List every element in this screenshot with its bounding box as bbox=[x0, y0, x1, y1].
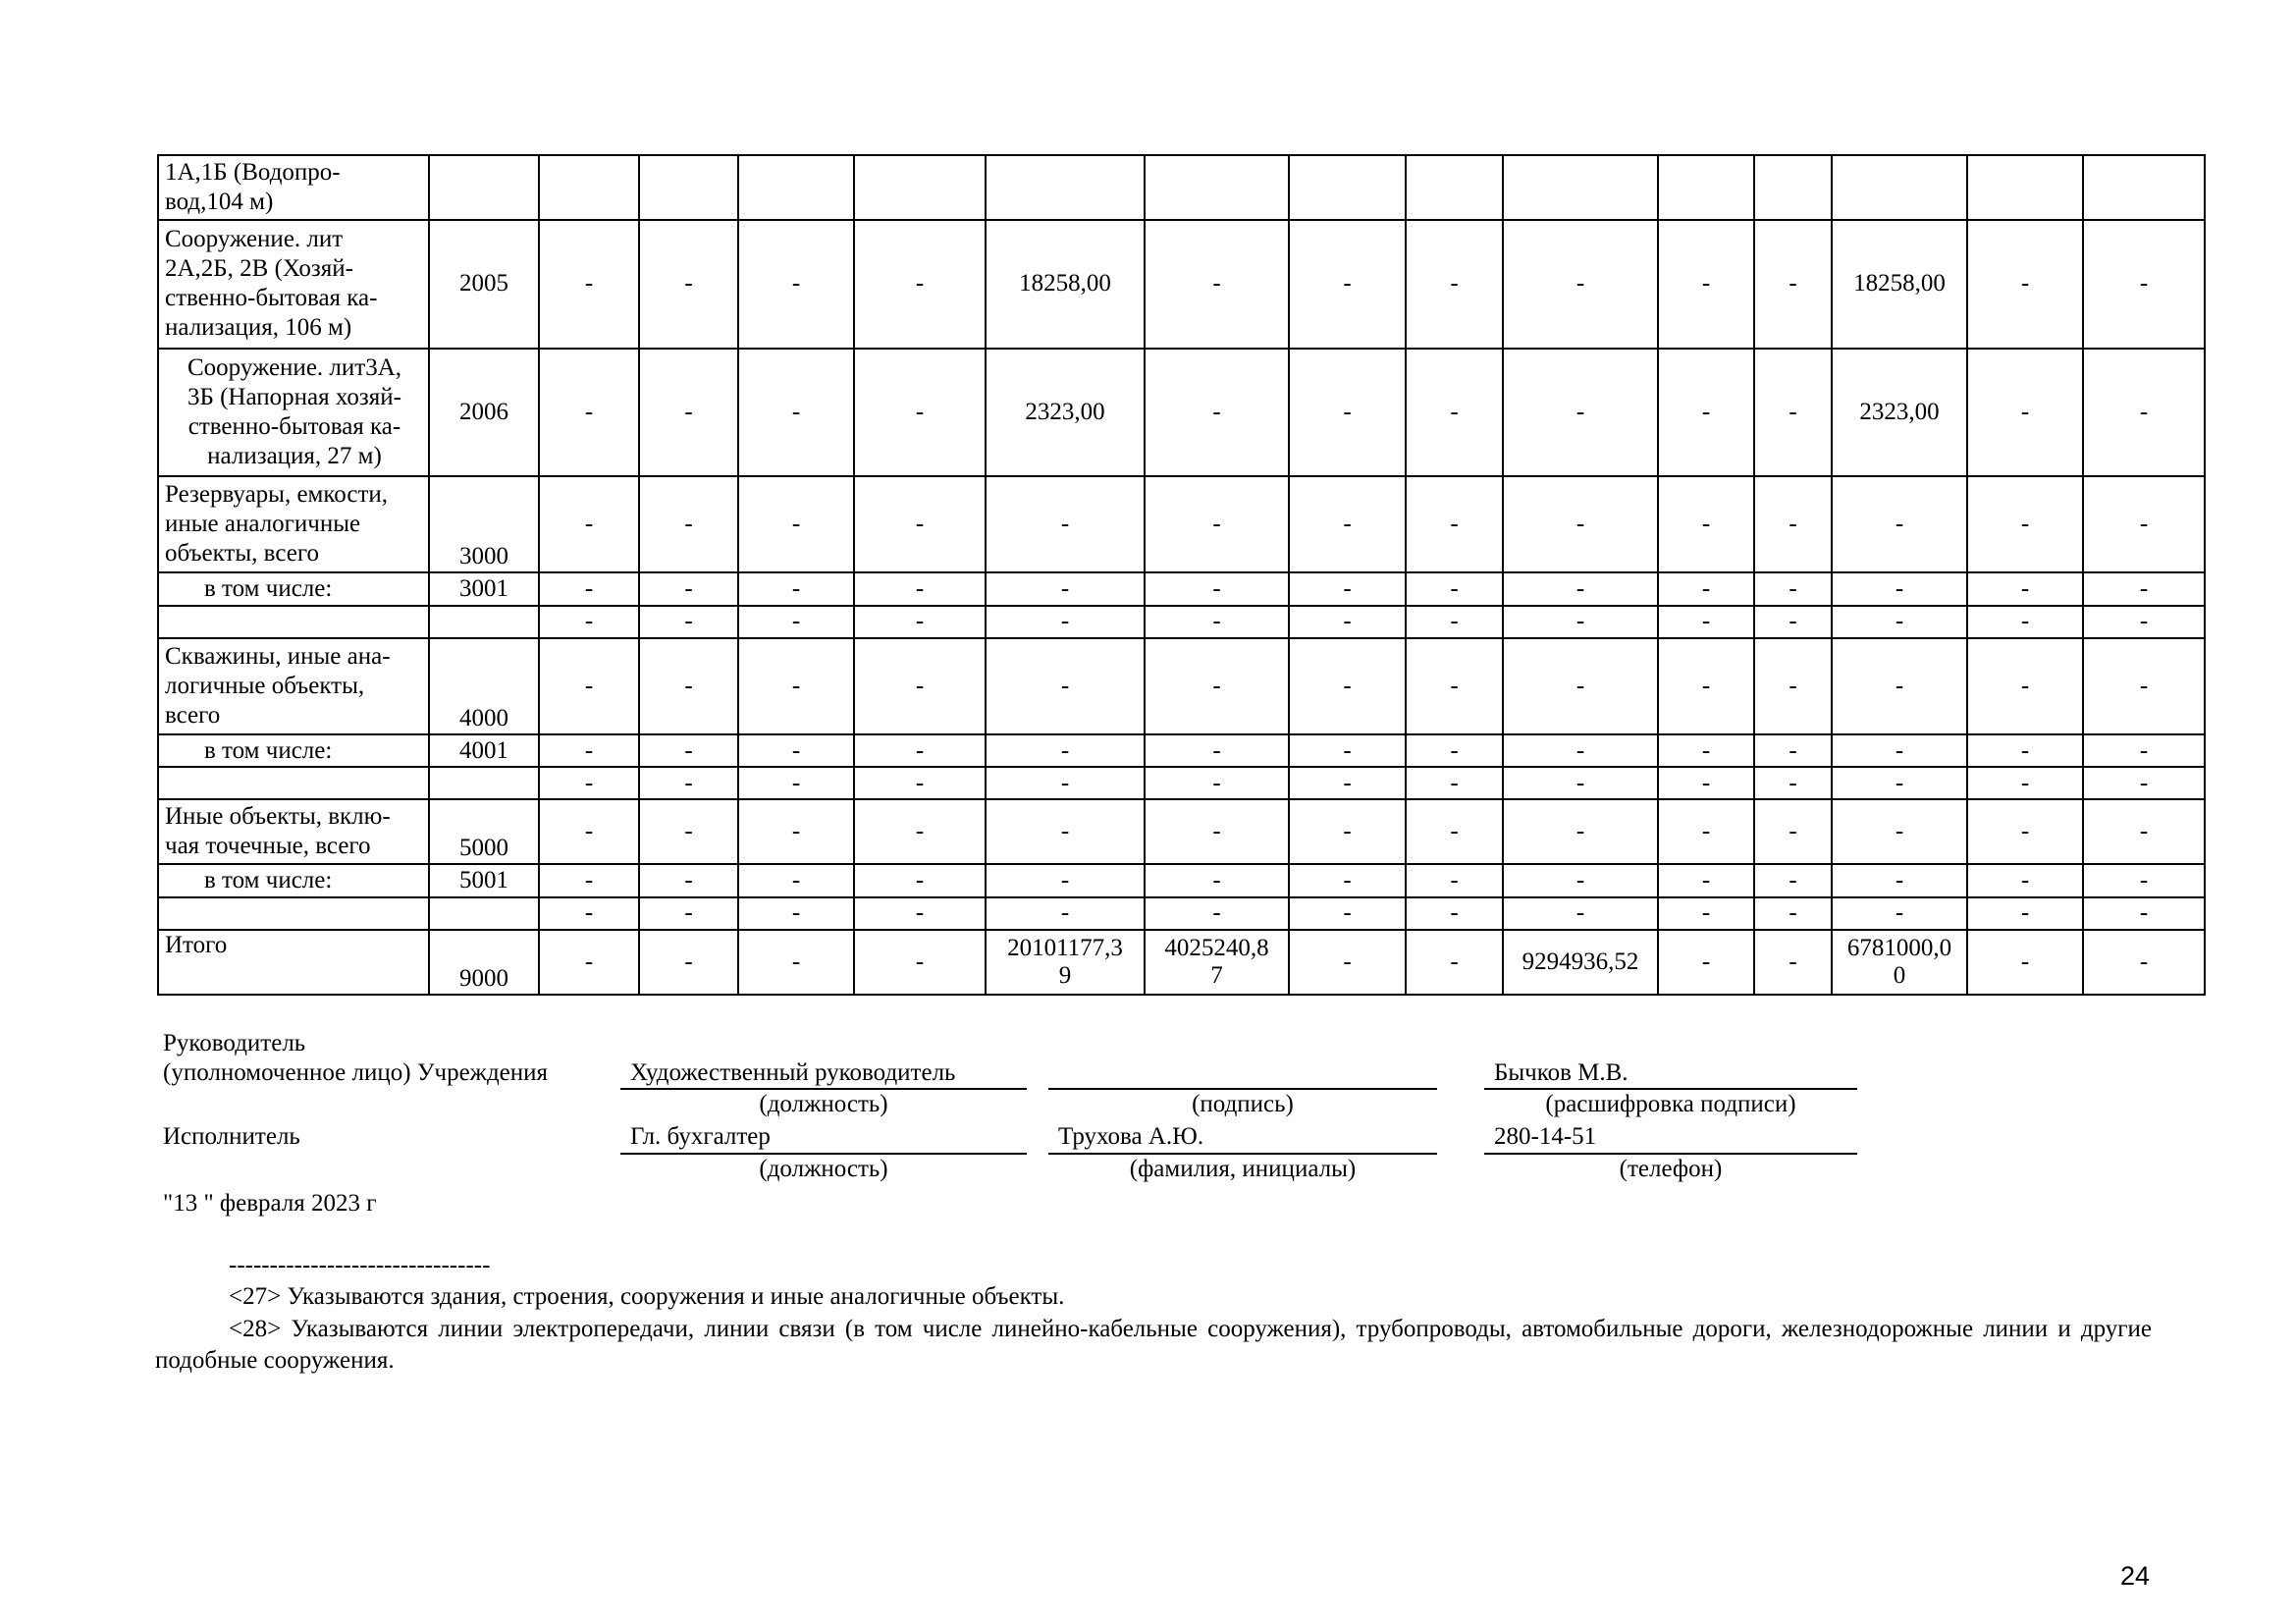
value-cell: - bbox=[639, 930, 738, 995]
value-cell: - bbox=[639, 864, 738, 896]
value-cell: - bbox=[854, 349, 986, 476]
value-cell: - bbox=[1967, 864, 2083, 896]
value-cell: - bbox=[1145, 864, 1289, 896]
row-code-cell: 9000 bbox=[429, 930, 539, 995]
row-code-cell: 5001 bbox=[429, 864, 539, 896]
value-cell: - bbox=[1967, 220, 2083, 348]
value-cell: - bbox=[1503, 220, 1658, 348]
value-cell: - bbox=[986, 864, 1145, 896]
value-cell: - bbox=[2083, 767, 2205, 799]
value-cell: 18258,00 bbox=[986, 220, 1145, 348]
value-cell: - bbox=[1289, 476, 1406, 572]
value-cell: - bbox=[854, 606, 986, 638]
value-cell: - bbox=[1145, 767, 1289, 799]
table-row bbox=[158, 349, 2205, 476]
row-code-cell bbox=[429, 767, 539, 799]
value-cell: - bbox=[738, 606, 854, 638]
value-cell: - bbox=[1658, 638, 1754, 734]
value-cell: - bbox=[738, 638, 854, 734]
value-cell: - bbox=[738, 897, 854, 930]
table-row bbox=[158, 864, 2205, 896]
value-cell: - bbox=[1289, 930, 1406, 995]
value-cell: - bbox=[1832, 734, 1967, 767]
value-cell: - bbox=[1754, 638, 1832, 734]
value-cell bbox=[1503, 155, 1658, 220]
value-cell: - bbox=[539, 864, 639, 896]
value-cell: - bbox=[1503, 572, 1658, 605]
value-cell bbox=[1406, 155, 1503, 220]
value-cell: - bbox=[2083, 734, 2205, 767]
value-cell: - bbox=[1145, 897, 1289, 930]
value-cell: - bbox=[539, 572, 639, 605]
value-cell: - bbox=[1145, 606, 1289, 638]
value-cell: - bbox=[1967, 897, 2083, 930]
value-cell: - bbox=[1289, 799, 1406, 864]
value-cell: - bbox=[1832, 897, 1967, 930]
row-name-cell bbox=[158, 606, 429, 638]
value-cell: - bbox=[986, 897, 1145, 930]
caption-decoding: (расшифровка подписи) bbox=[1545, 1091, 1796, 1117]
value-cell: - bbox=[1658, 930, 1754, 995]
row-name-cell: в том числе: bbox=[158, 864, 429, 896]
value-cell: - bbox=[1967, 734, 2083, 767]
value-cell: - bbox=[1967, 799, 2083, 864]
executor-phone: 280-14-51 bbox=[1494, 1123, 1597, 1150]
value-cell: - bbox=[1967, 349, 2083, 476]
value-cell: - bbox=[539, 638, 639, 734]
value-cell: - bbox=[1503, 476, 1658, 572]
table-row bbox=[158, 572, 2205, 605]
value-cell: - bbox=[1754, 606, 1832, 638]
footnote-28: <28> Указываются линии электропередачи, линии связи (в том числе линейно-кабельные сооружения), трубопроводы, автомобильные дороги, железнодорожные линии и другие подобные сооружения. bbox=[155, 1316, 2152, 1374]
value-cell: - bbox=[986, 767, 1145, 799]
executor-name: Трухова А.Ю. bbox=[1058, 1123, 1204, 1150]
value-cell: - bbox=[854, 638, 986, 734]
row-name-cell: Сооружение. лит 2А,2Б, 2В (Хозяй- ственно-бытовая ка- нализация, 106 м) bbox=[158, 220, 429, 348]
value-cell: - bbox=[1145, 734, 1289, 767]
value-cell: - bbox=[1658, 864, 1754, 896]
value-cell: - bbox=[1406, 767, 1503, 799]
value-cell: - bbox=[639, 638, 738, 734]
executor-position: Гл. бухгалтер bbox=[630, 1123, 771, 1150]
value-cell: - bbox=[1145, 220, 1289, 348]
value-cell: - bbox=[639, 767, 738, 799]
page-number: 24 bbox=[2120, 1561, 2151, 1591]
table-row bbox=[158, 897, 2205, 930]
row-code-cell: 3000 bbox=[429, 476, 539, 572]
value-cell: - bbox=[1289, 767, 1406, 799]
value-cell: - bbox=[1289, 897, 1406, 930]
value-cell: - bbox=[1406, 220, 1503, 348]
value-cell: 20101177,3 9 bbox=[986, 930, 1145, 995]
value-cell: - bbox=[854, 572, 986, 605]
value-cell: - bbox=[1145, 638, 1289, 734]
head-position: Художественный руководитель bbox=[630, 1059, 956, 1086]
value-cell: - bbox=[539, 734, 639, 767]
value-cell: - bbox=[1406, 734, 1503, 767]
caption-position: (должность) bbox=[759, 1091, 888, 1117]
row-name-cell: Сооружение. лит3А, 3Б (Напорная хозяй- ственно-бытовая ка- нализация, 27 м) bbox=[158, 349, 429, 476]
report-table bbox=[157, 154, 2206, 996]
value-cell: - bbox=[2083, 864, 2205, 896]
value-cell: - bbox=[1503, 864, 1658, 896]
value-cell: - bbox=[1289, 220, 1406, 348]
value-cell: - bbox=[1145, 799, 1289, 864]
value-cell bbox=[539, 155, 639, 220]
value-cell: - bbox=[1503, 897, 1658, 930]
row-name-cell: 1А,1Б (Водопро- вод,104 м) bbox=[158, 155, 429, 220]
value-cell: - bbox=[1832, 799, 1967, 864]
value-cell: 2323,00 bbox=[1832, 349, 1967, 476]
row-code-cell bbox=[429, 606, 539, 638]
value-cell bbox=[854, 155, 986, 220]
value-cell: - bbox=[2083, 476, 2205, 572]
value-cell: - bbox=[1754, 220, 1832, 348]
value-cell: - bbox=[1503, 606, 1658, 638]
value-cell bbox=[738, 155, 854, 220]
value-cell: - bbox=[639, 349, 738, 476]
value-cell: - bbox=[1754, 930, 1832, 995]
value-cell: - bbox=[1658, 767, 1754, 799]
value-cell: - bbox=[539, 930, 639, 995]
value-cell: - bbox=[1289, 734, 1406, 767]
value-cell: - bbox=[1832, 476, 1967, 572]
value-cell: - bbox=[1406, 930, 1503, 995]
value-cell: - bbox=[2083, 930, 2205, 995]
value-cell: - bbox=[854, 897, 986, 930]
value-cell: - bbox=[1406, 606, 1503, 638]
head-name: Бычков М.В. bbox=[1494, 1059, 1629, 1086]
value-cell: - bbox=[986, 476, 1145, 572]
table-row bbox=[158, 799, 2205, 864]
table-row bbox=[158, 767, 2205, 799]
table-row bbox=[158, 930, 2205, 995]
value-cell: - bbox=[738, 349, 854, 476]
footnote-separator: -------------------------------- bbox=[229, 1252, 491, 1278]
value-cell: - bbox=[539, 349, 639, 476]
row-name-cell bbox=[158, 897, 429, 930]
value-cell: - bbox=[1754, 572, 1832, 605]
value-cell: - bbox=[1289, 638, 1406, 734]
value-cell: - bbox=[1406, 799, 1503, 864]
executor-label: Исполнитель bbox=[163, 1123, 300, 1150]
value-cell: - bbox=[639, 897, 738, 930]
table-row bbox=[158, 734, 2205, 767]
value-cell: - bbox=[539, 897, 639, 930]
value-cell: - bbox=[1658, 476, 1754, 572]
value-cell: - bbox=[738, 864, 854, 896]
value-cell: - bbox=[1658, 799, 1754, 864]
value-cell: - bbox=[1754, 767, 1832, 799]
value-cell: - bbox=[1754, 897, 1832, 930]
table-row bbox=[158, 606, 2205, 638]
value-cell: - bbox=[1503, 799, 1658, 864]
value-cell: - bbox=[738, 572, 854, 605]
value-cell: - bbox=[1832, 572, 1967, 605]
value-cell: - bbox=[854, 930, 986, 995]
value-cell: - bbox=[539, 767, 639, 799]
value-cell: - bbox=[639, 572, 738, 605]
row-code-cell bbox=[429, 897, 539, 930]
value-cell: - bbox=[539, 606, 639, 638]
value-cell: - bbox=[1754, 864, 1832, 896]
value-cell: - bbox=[1658, 349, 1754, 476]
table-row bbox=[158, 220, 2205, 348]
caption-position-2: (должность) bbox=[759, 1156, 888, 1182]
value-cell: - bbox=[639, 606, 738, 638]
value-cell: 9294936,52 bbox=[1503, 930, 1658, 995]
value-cell: - bbox=[1754, 349, 1832, 476]
value-cell: - bbox=[1832, 606, 1967, 638]
value-cell bbox=[986, 155, 1145, 220]
table-row bbox=[158, 638, 2205, 734]
row-name-cell: в том числе: bbox=[158, 734, 429, 767]
value-cell: - bbox=[1289, 606, 1406, 638]
footnote-27: <27> Указываются здания, строения, сооружения и иные аналогичные объекты. bbox=[229, 1283, 1065, 1310]
value-cell: - bbox=[854, 767, 986, 799]
value-cell: - bbox=[1658, 897, 1754, 930]
value-cell: - bbox=[986, 734, 1145, 767]
value-cell: - bbox=[986, 638, 1145, 734]
value-cell: 4025240,8 7 bbox=[1145, 930, 1289, 995]
value-cell: - bbox=[738, 476, 854, 572]
value-cell: - bbox=[1658, 606, 1754, 638]
value-cell: - bbox=[1967, 572, 2083, 605]
row-code-cell: 2006 bbox=[429, 349, 539, 476]
row-code-cell: 3001 bbox=[429, 572, 539, 605]
value-cell: - bbox=[854, 476, 986, 572]
value-cell: - bbox=[1658, 572, 1754, 605]
value-cell: - bbox=[1503, 767, 1658, 799]
caption-fullname: (фамилия, инициалы) bbox=[1129, 1156, 1357, 1182]
value-cell: - bbox=[986, 799, 1145, 864]
value-cell: - bbox=[1406, 476, 1503, 572]
value-cell: - bbox=[539, 476, 639, 572]
row-name-cell: Скважины, иные ана- логичные объекты, всего bbox=[158, 638, 429, 734]
head-label-1: Руководитель bbox=[163, 1030, 306, 1056]
value-cell: - bbox=[1289, 572, 1406, 605]
value-cell: - bbox=[1967, 606, 2083, 638]
value-cell: - bbox=[539, 799, 639, 864]
value-cell: - bbox=[1967, 476, 2083, 572]
value-cell: - bbox=[1145, 349, 1289, 476]
value-cell bbox=[639, 155, 738, 220]
value-cell: - bbox=[1503, 349, 1658, 476]
value-cell: - bbox=[2083, 572, 2205, 605]
value-cell: - bbox=[1832, 767, 1967, 799]
value-cell: - bbox=[1967, 638, 2083, 734]
value-cell bbox=[1658, 155, 1754, 220]
value-cell: - bbox=[854, 799, 986, 864]
value-cell: - bbox=[1754, 799, 1832, 864]
row-name-cell: Иные объекты, вклю- чая точечные, всего bbox=[158, 799, 429, 864]
value-cell: 18258,00 bbox=[1832, 220, 1967, 348]
table-row bbox=[158, 155, 2205, 220]
value-cell: 2323,00 bbox=[986, 349, 1145, 476]
value-cell: - bbox=[1503, 638, 1658, 734]
value-cell: - bbox=[2083, 606, 2205, 638]
row-name-cell bbox=[158, 767, 429, 799]
row-code-cell: 2005 bbox=[429, 220, 539, 348]
value-cell: - bbox=[1832, 638, 1967, 734]
row-name-cell: Итого bbox=[158, 930, 429, 995]
value-cell: - bbox=[639, 734, 738, 767]
value-cell bbox=[2083, 155, 2205, 220]
value-cell: - bbox=[854, 734, 986, 767]
value-cell: - bbox=[1406, 864, 1503, 896]
value-cell: - bbox=[639, 220, 738, 348]
value-cell: - bbox=[1754, 476, 1832, 572]
value-cell: - bbox=[1406, 349, 1503, 476]
value-cell: - bbox=[2083, 799, 2205, 864]
value-cell: - bbox=[1406, 897, 1503, 930]
value-cell: - bbox=[738, 220, 854, 348]
value-cell: - bbox=[1503, 734, 1658, 767]
value-cell bbox=[1289, 155, 1406, 220]
value-cell: - bbox=[2083, 220, 2205, 348]
value-cell: - bbox=[986, 606, 1145, 638]
value-cell: - bbox=[1289, 349, 1406, 476]
value-cell bbox=[1145, 155, 1289, 220]
row-code-cell: 4000 bbox=[429, 638, 539, 734]
value-cell: - bbox=[1406, 638, 1503, 734]
value-cell: - bbox=[1658, 734, 1754, 767]
value-cell bbox=[1754, 155, 1832, 220]
head-label-2: (уполномоченное лицо) Учреждения bbox=[163, 1059, 549, 1086]
value-cell: - bbox=[639, 799, 738, 864]
value-cell: - bbox=[738, 734, 854, 767]
value-cell: - bbox=[1145, 572, 1289, 605]
row-code-cell: 5000 bbox=[429, 799, 539, 864]
value-cell: - bbox=[1754, 734, 1832, 767]
value-cell: - bbox=[854, 220, 986, 348]
value-cell: - bbox=[738, 767, 854, 799]
value-cell: - bbox=[639, 476, 738, 572]
value-cell bbox=[1967, 155, 2083, 220]
value-cell: - bbox=[1967, 930, 2083, 995]
value-cell: - bbox=[1658, 220, 1754, 348]
value-cell: - bbox=[2083, 638, 2205, 734]
row-name-cell: в том числе: bbox=[158, 572, 429, 605]
value-cell: - bbox=[854, 864, 986, 896]
table-row bbox=[158, 476, 2205, 572]
caption-phone: (телефон) bbox=[1619, 1156, 1723, 1182]
value-cell: 6781000,0 0 bbox=[1832, 930, 1967, 995]
value-cell bbox=[1832, 155, 1967, 220]
value-cell: - bbox=[1289, 864, 1406, 896]
row-code-cell bbox=[429, 155, 539, 220]
value-cell: - bbox=[1832, 864, 1967, 896]
value-cell: - bbox=[2083, 897, 2205, 930]
value-cell: - bbox=[2083, 349, 2205, 476]
value-cell: - bbox=[738, 930, 854, 995]
row-code-cell: 4001 bbox=[429, 734, 539, 767]
value-cell: - bbox=[539, 220, 639, 348]
row-name-cell: Резервуары, емкости, иные аналогичные объекты, всего bbox=[158, 476, 429, 572]
report-date: "13 " февраля 2023 г bbox=[163, 1190, 377, 1217]
value-cell: - bbox=[1406, 572, 1503, 605]
value-cell: - bbox=[738, 799, 854, 864]
caption-signature: (подпись) bbox=[1192, 1091, 1294, 1117]
value-cell: - bbox=[1145, 476, 1289, 572]
value-cell: - bbox=[986, 572, 1145, 605]
value-cell: - bbox=[1967, 767, 2083, 799]
